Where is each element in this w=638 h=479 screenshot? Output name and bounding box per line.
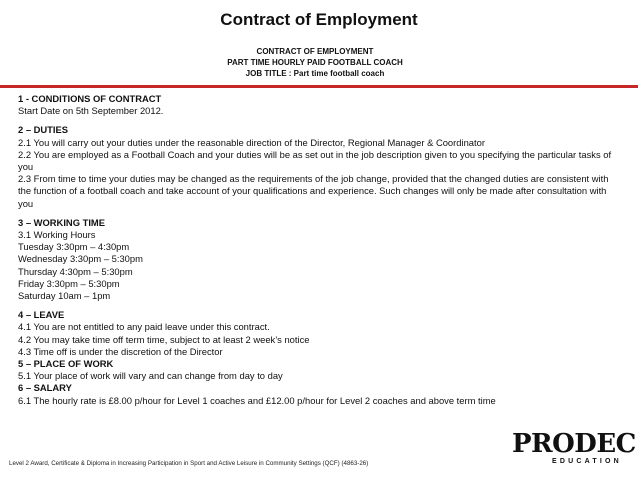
working-day-wednesday: Wednesday 3:30pm – 5:30pm [18,253,143,265]
subheading-line-3: JOB TITLE : Part time football coach [245,69,385,78]
working-day-thursday: Thursday 4:30pm – 5:30pm [18,265,133,277]
leave-paragraph-1: 4.1 You are not entitled to any paid leave under this contract. [18,321,270,333]
working-day-friday: Friday 3:30pm – 5:30pm [18,277,120,289]
footer-qualification-text: Level 2 Award, Certificate & Diploma in Increasing Participation in Sport and Active Leisure in Community Settings (QCF) (4863-26) [9,460,369,467]
page-title: Contract of Employment [220,10,418,29]
subheading-line-2: PART TIME HOURLY PAID FOOTBALL COACH [227,58,403,67]
working-hours-subheading: 3.1 Working Hours [18,229,96,241]
contract-subheading [190,46,440,79]
working-day-saturday: Saturday 10am – 1pm [18,290,111,302]
logo-sub-text: EDUCATION [552,458,622,465]
salary-paragraph-1: 6.1 The hourly rate is £8.00 p/hour for Level 1 coaches and £12.00 p/hour for Level 2 coaches and above term time [18,394,496,406]
leave-paragraph-2: 4.2 You may take time off term time, subject to at least 2 week’s notice [18,333,310,345]
working-day-tuesday: Tuesday 3:30pm – 4:30pm [18,241,130,253]
duties-paragraph-2: 2.2 You are employed as a Football Coach and your duties will be as set out in the job description given to you specifying the particular tasks of you [18,148,612,173]
section-heading-place-of-work: 5 – PLACE OF WORK [18,358,114,370]
start-date: Start Date on 5th September 2012. [18,105,164,117]
section-heading-leave: 4 – LEAVE [18,309,65,321]
header-divider [0,85,638,88]
prodec-logo [512,429,636,471]
section-heading-conditions: 1 - CONDITIONS OF CONTRACT [18,93,162,104]
leave-paragraph-3: 4.3 Time off is under the discretion of the Director [18,345,223,357]
contract-body [18,93,618,407]
section-heading-salary: 6 – SALARY [18,382,72,394]
logo-main-text: PRODEC [512,429,636,459]
subheading-line-1: CONTRACT OF EMPLOYMENT [256,47,374,56]
duties-paragraph-3: 2.3 From time to time your duties may be changed as the requirements of the job change, provided that the changed duties are consistent with the function of a football coach and take account of your qualifications and experience. Such changes will only be made after consultation with you [18,173,609,209]
section-heading-duties: 2 – DUTIES [18,124,69,136]
section-heading-working-time: 3 – WORKING TIME [18,216,105,228]
place-of-work-paragraph-1: 5.1 Your place of work will vary and can change from day to day [18,370,283,382]
duties-paragraph-1: 2.1 You will carry out your duties under the reasonable direction of the Director, Regional Manager & Coordinator [18,136,485,148]
